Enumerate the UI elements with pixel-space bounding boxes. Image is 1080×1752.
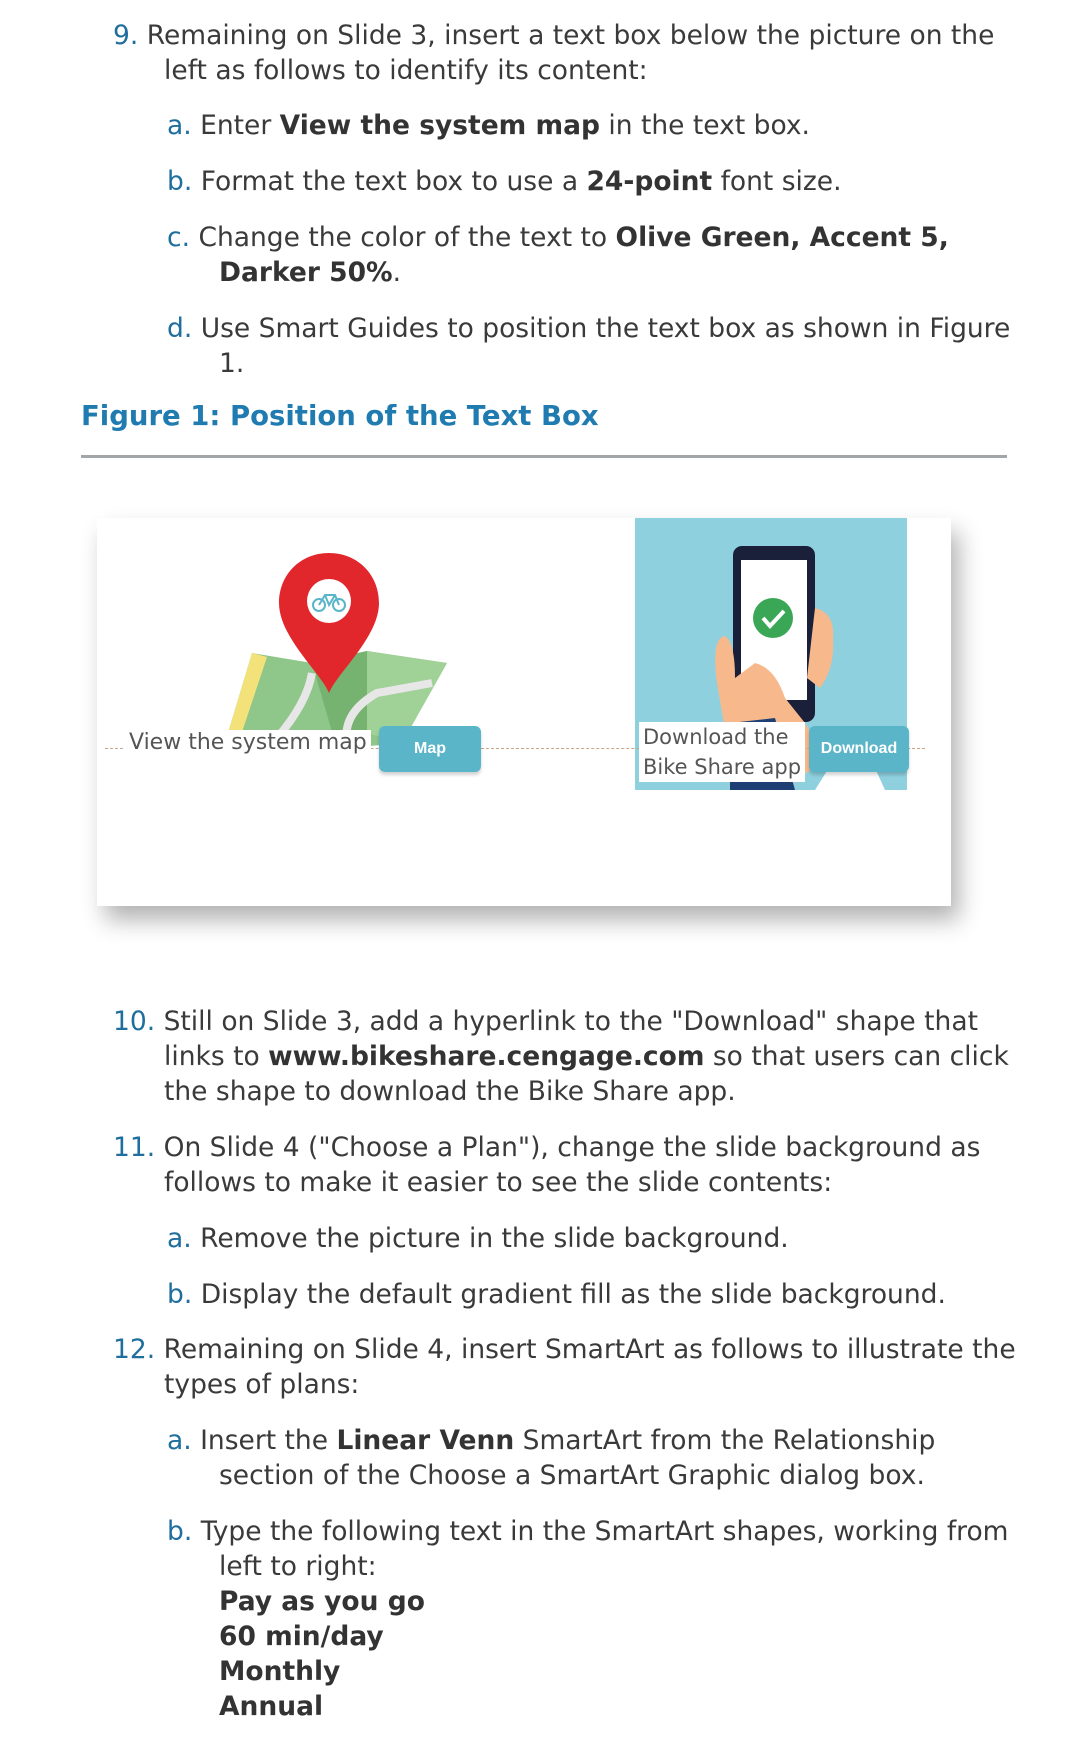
substep-letter: b. bbox=[167, 166, 193, 197]
step-text: Remaining on Slide 3, insert a text box below the picture on the bbox=[146, 20, 995, 51]
substep-text: . bbox=[392, 257, 401, 288]
substep-12a bbox=[167, 1423, 935, 1458]
substep-text: SmartArt from the Relationship bbox=[514, 1425, 936, 1456]
substep-text: Insert the bbox=[200, 1425, 337, 1456]
download-caption bbox=[639, 722, 805, 782]
substep-text: Format the text box to use a bbox=[200, 166, 587, 197]
map-caption-textbox: View the system map bbox=[125, 730, 371, 755]
step-9-line2: left as follows to identify its content: bbox=[164, 55, 648, 86]
substep-9b bbox=[167, 164, 842, 199]
substep-text: Change the color of the text to bbox=[198, 222, 616, 253]
substep-11b bbox=[167, 1277, 946, 1312]
substep-9c bbox=[167, 220, 949, 255]
substep-text: Enter bbox=[200, 110, 280, 141]
substep-letter: d. bbox=[167, 313, 193, 344]
step-10-line3: the shape to download the Bike Share app. bbox=[164, 1076, 736, 1107]
step-number: 12. bbox=[113, 1334, 156, 1365]
step-12-line2: types of plans: bbox=[164, 1369, 360, 1400]
plan-item: 60 min/day bbox=[219, 1621, 384, 1652]
step-text: Still on Slide 3, add a hyperlink to the "Download" shape that bbox=[163, 1006, 978, 1037]
step-10-line2 bbox=[164, 1039, 1009, 1074]
step-9 bbox=[113, 18, 994, 53]
substep-bold: Darker 50% bbox=[219, 257, 393, 288]
step-text: On Slide 4 ("Choose a Plan"), change the slide background as bbox=[163, 1132, 981, 1163]
plan-item: Annual bbox=[219, 1691, 324, 1722]
check-circle-icon bbox=[753, 598, 793, 638]
substep-text: Display the default gradient fill as the slide background. bbox=[200, 1279, 946, 1310]
substep-letter: b. bbox=[167, 1279, 193, 1310]
substep-letter: a. bbox=[167, 1425, 192, 1456]
substep-letter: b. bbox=[167, 1516, 193, 1547]
step-11 bbox=[113, 1130, 980, 1165]
step-10 bbox=[113, 1004, 978, 1039]
substep-bold: 24-point bbox=[586, 166, 713, 197]
step-number: 10. bbox=[113, 1006, 156, 1037]
substep-bold: Olive Green, Accent 5, bbox=[615, 222, 949, 253]
plan-item: Monthly bbox=[219, 1656, 341, 1687]
figure-rule bbox=[81, 455, 1007, 458]
download-button[interactable]: Download bbox=[809, 726, 909, 772]
figure-title: Figure 1: Position of the Text Box bbox=[81, 400, 599, 432]
download-caption-line2: Bike Share app bbox=[643, 755, 802, 779]
substep-12b bbox=[167, 1514, 1009, 1549]
substep-12b-line2: left to right: bbox=[219, 1551, 377, 1582]
substep-9d-line2: 1. bbox=[219, 348, 245, 379]
step-text: links to bbox=[164, 1041, 269, 1072]
substep-bold: View the system map bbox=[279, 110, 600, 141]
substep-text: font size. bbox=[712, 166, 842, 197]
substep-text: Remove the picture in the slide background. bbox=[200, 1223, 789, 1254]
slide-figure bbox=[97, 518, 951, 906]
step-number: 9. bbox=[113, 20, 139, 51]
substep-text: Type the following text in the SmartArt shapes, working from bbox=[200, 1516, 1009, 1547]
substep-letter: c. bbox=[167, 222, 190, 253]
substep-text: Use Smart Guides to position the text box as shown in Figure bbox=[200, 313, 1011, 344]
substep-11a bbox=[167, 1221, 789, 1256]
substep-letter: a. bbox=[167, 110, 192, 141]
plan-item: Pay as you go bbox=[219, 1586, 425, 1617]
step-11-line2: follows to make it easier to see the slide contents: bbox=[164, 1167, 833, 1198]
step-text: Remaining on Slide 4, insert SmartArt as follows to illustrate the bbox=[163, 1334, 1016, 1365]
map-button[interactable]: Map bbox=[379, 726, 481, 772]
substep-letter: a. bbox=[167, 1223, 192, 1254]
step-12 bbox=[113, 1332, 1016, 1367]
substep-text: in the text box. bbox=[599, 110, 810, 141]
substep-9d bbox=[167, 311, 1010, 346]
substep-bold: Linear Venn bbox=[336, 1425, 515, 1456]
substep-9a bbox=[167, 108, 810, 143]
step-bold-url: www.bikeshare.cengage.com bbox=[268, 1041, 705, 1072]
step-text: so that users can click bbox=[704, 1041, 1009, 1072]
download-caption-line1: Download the bbox=[643, 725, 789, 749]
step-number: 11. bbox=[113, 1132, 156, 1163]
substep-12a-line2: section of the Choose a SmartArt Graphic dialog box. bbox=[219, 1460, 925, 1491]
substep-9c-line2 bbox=[219, 255, 401, 290]
